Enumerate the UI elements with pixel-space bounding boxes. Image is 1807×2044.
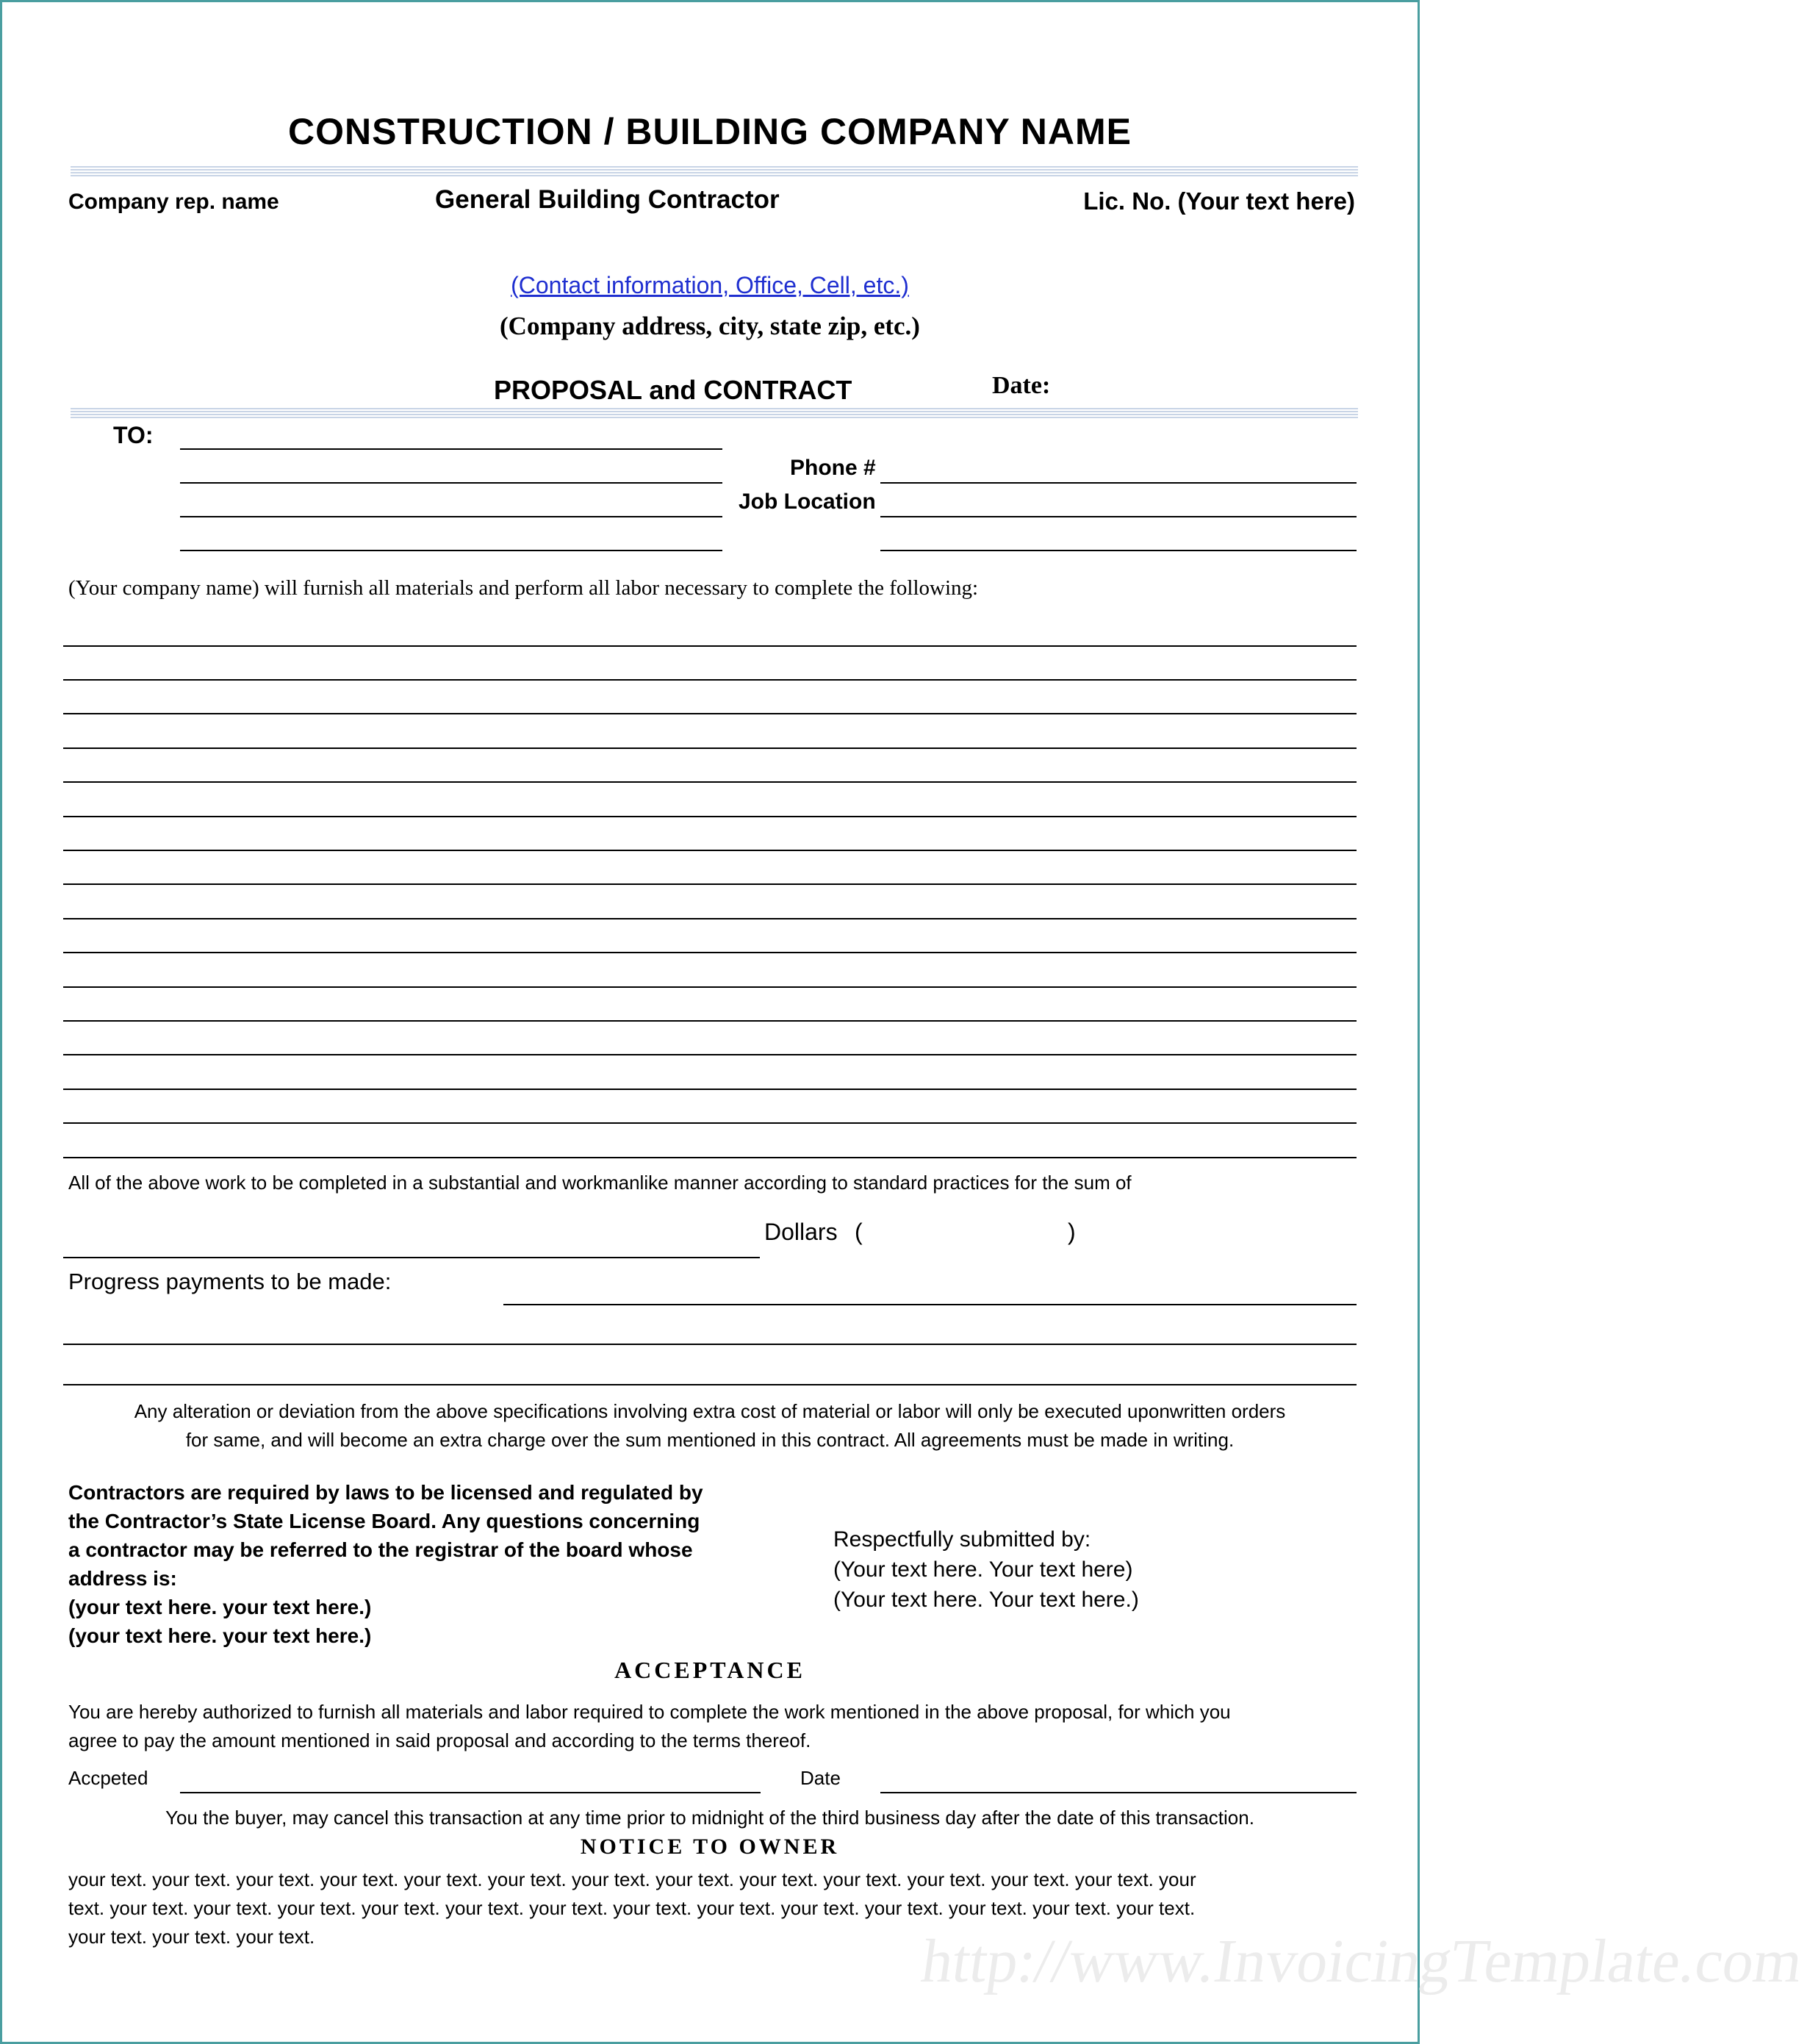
scope-line[interactable] [63,1054,1357,1055]
license-notice-line: (your text here. your text here.) [68,1624,372,1647]
scope-line[interactable] [63,1089,1357,1090]
sum-statement: All of the above work to be completed in a substantial and workmanlike manner according to standard practices for the sum of [68,1172,1132,1194]
license-notice-line: the Contractor’s State License Board. Any questions concerning [68,1510,700,1532]
alteration-line-2: for same, and will become an extra charge over the sum mentioned in this contract. All agreements must be made in writing. [185,1429,1235,1451]
scope-line[interactable] [63,1157,1357,1158]
rep-name: Company rep. name [68,190,279,214]
scope-line[interactable] [63,747,1357,749]
scope-line[interactable] [63,952,1357,953]
progress-payments-label: Progress payments to be made: [68,1269,392,1294]
job-location-line[interactable] [880,550,1357,551]
phone-line[interactable] [880,482,1357,484]
accept-date-line[interactable] [880,1792,1357,1793]
progress-line[interactable] [503,1304,1357,1305]
to-label: TO: [113,422,154,448]
progress-line[interactable] [63,1384,1357,1385]
acceptance-line: You are hereby authorized to furnish all materials and labor required to complete the work mentioned in the above proposal, for which you [68,1701,1231,1723]
license-notice-line: (your text here. your text here.) [68,1596,372,1618]
acceptance-text [68,1698,1231,1755]
alteration-line-1: Any alteration or deviation from the above specifications involving extra cost of material or labor will only be executed uponwritten orders [134,1400,1286,1422]
notice-title: NOTICE TO OWNER [580,1835,840,1859]
company-address: (Company address, city, state zip, etc.) [500,312,920,340]
dollars-label: Dollars [764,1219,838,1245]
to-line[interactable] [180,482,722,484]
progress-line[interactable] [63,1344,1357,1345]
license-number: Lic. No. (Your text here) [1083,187,1355,215]
notice-line: text. your text. your text. your text. your text. your text. your text. your text. your text. your text. your text. your text. your text. your text. [68,1897,1196,1919]
scope-line[interactable] [63,986,1357,988]
scope-line[interactable] [63,816,1357,817]
cancel-notice: You the buyer, may cancel this transaction at any time prior to midnight of the third business day after the date of this transaction. [165,1807,1254,1829]
accepted-signature-line[interactable] [180,1792,761,1793]
amount-paren-close: ) [1068,1219,1076,1245]
submitted-line: (Your text here. Your text here.) [833,1588,1139,1612]
job-location-line[interactable] [880,516,1357,517]
sum-words-line[interactable] [63,1257,760,1258]
scope-line[interactable] [63,1122,1357,1124]
scope-line[interactable] [63,918,1357,919]
to-line[interactable] [180,448,722,450]
phone-label: Phone # [790,456,876,480]
to-line[interactable] [180,516,722,517]
scope-line[interactable] [63,1020,1357,1022]
submitted-label: Respectfully submitted by: [833,1527,1091,1552]
date-label: Date: [992,372,1051,399]
scope-line[interactable] [63,883,1357,885]
scope-line[interactable] [63,645,1357,647]
job-location-label: Job Location [739,490,876,514]
scope-line[interactable] [63,781,1357,783]
scope-line[interactable] [63,850,1357,851]
acceptance-line: agree to pay the amount mentioned in said proposal and according to the terms thereof. [68,1729,811,1751]
license-notice-line: Contractors are required by laws to be licensed and regulated by [68,1481,703,1504]
title-divider [71,408,1358,418]
contractor-type: General Building Contractor [435,185,780,214]
license-notice-line: a contractor may be referred to the registrar of the board whose [68,1538,693,1561]
scope-line[interactable] [63,679,1357,681]
license-notice-line: address is: [68,1567,177,1590]
contact-info-link[interactable]: (Contact information, Office, Cell, etc.) [511,272,909,298]
scope-line[interactable] [63,713,1357,714]
accepted-label: Accpeted [68,1767,148,1789]
notice-line: your text. your text. your text. [68,1926,315,1948]
amount-paren-open: ( [855,1219,863,1245]
accept-date-label: Date [800,1767,841,1789]
to-line[interactable] [180,550,722,551]
notice-line: your text. your text. your text. your text. your text. your text. your text. your text. your text. your text. your text. your text. your text. your [68,1868,1196,1890]
submitted-block [833,1524,1139,1615]
license-notice [68,1478,703,1650]
scope-intro: (Your company name) will furnish all materials and perform all labor necessary to complete the following: [68,576,979,600]
company-name: CONSTRUCTION / BUILDING COMPANY NAME [287,111,1132,152]
document-title: PROPOSAL and CONTRACT [494,375,852,405]
watermark: http://www.InvoicingTemplate.com [917,1927,1807,1995]
submitted-line: (Your text here. Your text here) [833,1557,1133,1582]
header-divider [71,166,1358,176]
acceptance-title: ACCEPTANCE [614,1657,805,1683]
